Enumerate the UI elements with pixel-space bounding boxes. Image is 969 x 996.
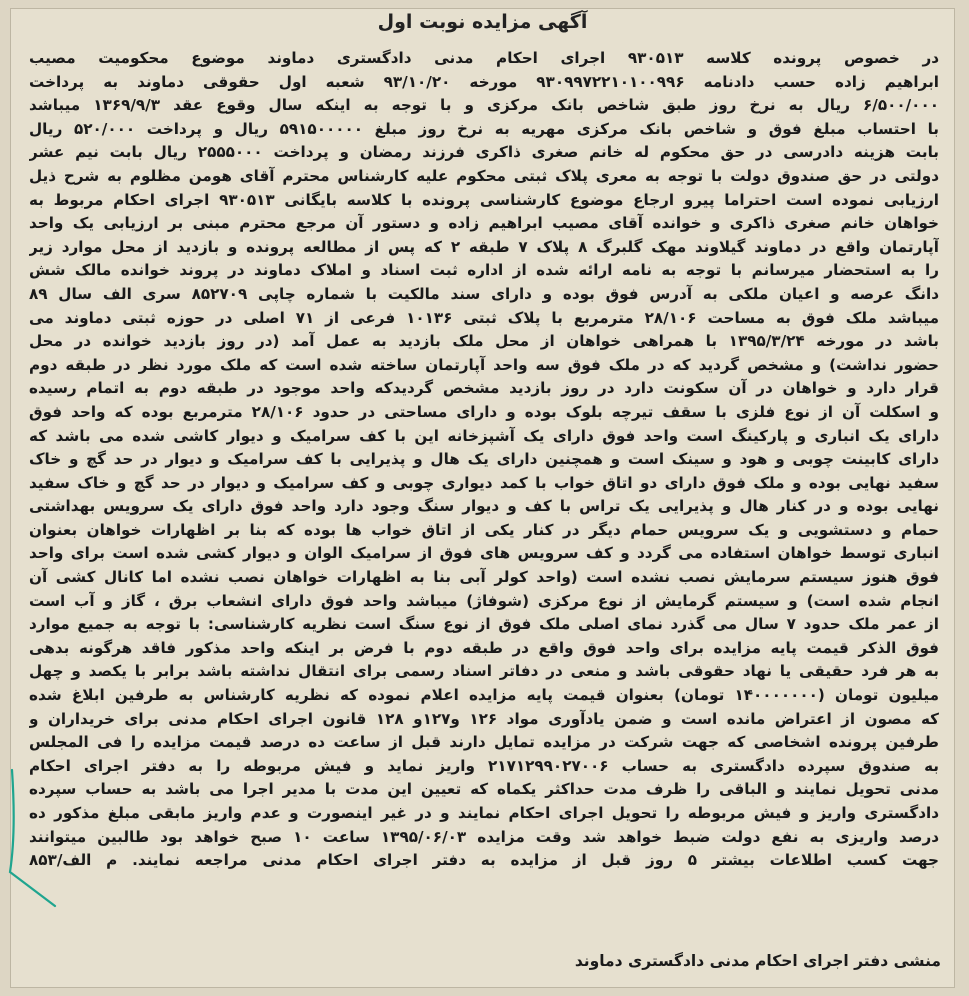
notice-line: و اسکلت آن از نوع فلزی با سقف تیرچه بلوک بوده و دارای مساحتی در حدود ۲۸/۱۰۶ مترمربع بوده که واحد فوق bbox=[29, 402, 939, 421]
notice-line: خواهان خانم صغری ذاکری و خوانده آقای مصیب ابراهیم زاده و دستور آن مرجع محترم مبنی بر ارزیابی یک واحد bbox=[29, 214, 939, 233]
notice-line: جهت کسب اطلاعات بیشتر ۵ روز قبل از مزایده به دفتر اجرای احکام مدنی مراجعه نمایند. م الف/۸۵۳ bbox=[29, 851, 939, 870]
notice-title: آگهی مزایده نوبت اول bbox=[377, 11, 588, 33]
notice-line: در خصوص پرونده کلاسه ۹۳۰۵۱۳ اجرای احکام مدنی دادگستری دماوند موضوع محکومیت مصیب bbox=[29, 49, 939, 67]
notice-line: با احتساب مبلغ فوق و شاخص بانک مرکزی مهریه به نرخ روز مبلغ ۵۹۱۵۰۰۰۰۰ ریال و پرداخت ۵۲۰/۰۰۰ ریال bbox=[29, 119, 939, 138]
notice-line: آپارتمان واقع در دماوند گیلاوند مهک گلبرگ ۸ پلاک ۷ طبقه ۲ که پس از مطالعه پرونده و بازدید از محل موارد زیر bbox=[29, 237, 939, 256]
notice-line: فوق هنوز سیستم سرمایش نصب نشده است (واحد کولر آبی بنا به اظهارات خواهان نصب نشده اما کانال کشی آن bbox=[29, 568, 939, 587]
notice-body bbox=[29, 47, 939, 873]
notice-line: ۶/۵۰۰/۰۰۰ ریال به نرخ روز طبق شاخص بانک مرکزی و با توجه به اینکه سال وقوع عقد ۱۳۶۹/۹/۳ میباشد bbox=[29, 96, 939, 115]
notice-line: ارزیابی نموده است احتراما پیرو ارجاع موضوع کارشناسی پرونده با کلاسه بایگانی ۹۳۰۵۱۳ اجرای احکام مربوط به bbox=[29, 190, 939, 209]
notice-line: نهایی بوده و در کنار هال و پذیرایی یک تراس با کف و دیوار سنگ وجود دارد واحد فوق دارای یک سرویس بهداشتی bbox=[29, 497, 939, 516]
notice-line: انباری توسط خواهان استفاده می گردد و کف سرویس های فوق از سرامیک الوان و دیوار کشی شده است برای واحد bbox=[29, 544, 939, 563]
notice-line: به هر فرد حقیقی یا نهاد حقوقی باشد و منعی در دفاتر اسناد رسمی برای انتقال نداشته باشد برابر با یکصد و چهل bbox=[29, 662, 939, 681]
newspaper-notice bbox=[10, 8, 955, 988]
notice-line: که مصون از اعتراض مانده است و ضمن یادآوری مواد ۱۲۶ و۱۲۷و ۱۲۸ قانون اجرای احکام مدنی برای خریداران و bbox=[29, 709, 939, 728]
notice-line: باشد در مورخه ۱۳۹۵/۳/۲۴ با همراهی خواهان از محل ملک بازدید به عمل آمد (در روز بازدید خوانده در محل bbox=[29, 332, 939, 351]
notice-line: حضور نداشت) و مشخص گردید که در ملک فوق سه واحد آپارتمان ساخته شده است که ملک مورد نظر در طبقه دوم bbox=[29, 355, 939, 374]
notice-line: مدنی تحویل نمایند و الباقی را ظرف مدت حداکثر یکماه که تعیین این مدت با مدیر اجرا می باشد به حساب سپرده bbox=[29, 780, 939, 799]
notice-line: فوق الذکر قیمت پایه مزایده برای واحد فوق واقع در طبقه دوم با فرض بر اینکه واحد مذکور فاقد هرگونه بدهی bbox=[29, 638, 939, 657]
notice-line: انجام شده است) و سیستم گرمایش از نوع مرکزی (شوفاژ) میباشد واحد فوق دارای انشعاب برق ، گاز و آب است bbox=[29, 591, 939, 610]
notice-line: دادگستری واریز و فیش مربوطه را تحویل اجرای احکام نمایند و در غیر اینصورت و عدم واریز مابقی مبلغ مذکور ده bbox=[29, 804, 939, 822]
notice-line: قرار دارد و خواهان در آن سکونت دارد در روز بازدید مشخص گردیدکه واحد موجود در طبقه دوم به اتمام رسیده bbox=[29, 379, 939, 398]
notice-line: دولتی در حق صندوق دولت با توجه به معری پلاک ثبتی محکوم علیه کارشناس محترم آقای هومن مظلوم به شرح ذیل bbox=[29, 166, 939, 185]
notice-line: درصد واریزی به نفع دولت ضبط خواهد شد وقت مزایده ۱۳۹۵/۰۶/۰۳ ساعت ۱۰ صبح خواهد بود طالبین میتوانند bbox=[29, 827, 939, 846]
notice-line: دارای کابینت چوبی و هود و سینک است و همچنین دارای یک هال و پذیرایی با کف سرامیک و دیوار در حد گچ و خاک bbox=[29, 450, 939, 469]
notice-line: را به استحضار میرسانم با توجه به نامه ارائه شده از اداره ثبت اسناد و املاک دماوند در پروند خوانده مالک شش bbox=[29, 261, 939, 280]
notice-signature: منشی دفتر اجرای احکام مدنی دادگستری دماوند bbox=[574, 952, 941, 970]
pen-mark-decoration bbox=[0, 760, 70, 910]
notice-line: حمام و دستشویی و یک سرویس حمام دیگر در کنار یکی از اتاق خواب ها بوده که بنا بر اظهارات خواهان بعنوان bbox=[29, 520, 939, 539]
notice-line: از عمر ملک حدود ۷ سال می گذرد نمای اصلی ملک فوق از نوع سنگ است نظریه کارشناسی: با توجه به جمیع موارد bbox=[29, 615, 939, 634]
notice-line: دانگ عرصه و اعیان ملکی به آدرس فوق بوده و دارای سند مالکیت با شماره چاپی ۸۵۲۷۰۹ سری الف سال ۸۹ bbox=[29, 284, 939, 303]
notice-line: بابت هزینه دادرسی در حق محکوم له خانم صغری ذاکری فرزند رمضان و پرداخت ۲۵۵۵۰۰۰ ریال بابت نیم عشر bbox=[29, 143, 939, 162]
notice-line: طرفین پرونده اشخاصی که جهت شرکت در مزایده تمایل دارند قبل از ساعت ده درصد قیمت مزایده را فی المجلس bbox=[29, 733, 939, 752]
notice-line: سفید نهایی بوده و ملک فوق دارای دو اتاق خواب با کمد دیواری چوبی و کف سرامیک و دیوار در حد گچ و خاک سفید bbox=[29, 473, 939, 492]
notice-line: ابراهیم زاده حسب دادنامه ۹۳۰۹۹۷۲۲۱۰۱۰۰۹۹۶ مورخه ۹۳/۱۰/۲۰ شعبه اول حقوقی دماوند به پرداخت bbox=[29, 72, 939, 91]
notice-line: به صندوق سپرده دادگستری به حساب ۲۱۷۱۲۹۹۰۲۷۰۰۶ واریز نماید و فیش مربوطه را به دفتر اجرای احکام bbox=[29, 756, 939, 775]
notice-line: میلیون تومان (۱۴۰۰۰۰۰۰۰ تومان) بعنوان قیمت پایه مزایده اعلام نموده که نظریه کارشناس به طرفین ابلاغ شده bbox=[29, 686, 939, 705]
notice-line: میباشد ملک فوق به مساحت ۲۸/۱۰۶ مترمربع با پلاک ثبتی ۱۰۱۳۶ فرعی از ۷۱ اصلی در حوزه ثبتی دماوند می bbox=[29, 308, 939, 327]
notice-line: دارای یک انباری و پارکینگ است واحد فوق دارای یک آشپزخانه این با کف سرامیک و دیوار کاشی شده می باشد که bbox=[29, 426, 939, 445]
